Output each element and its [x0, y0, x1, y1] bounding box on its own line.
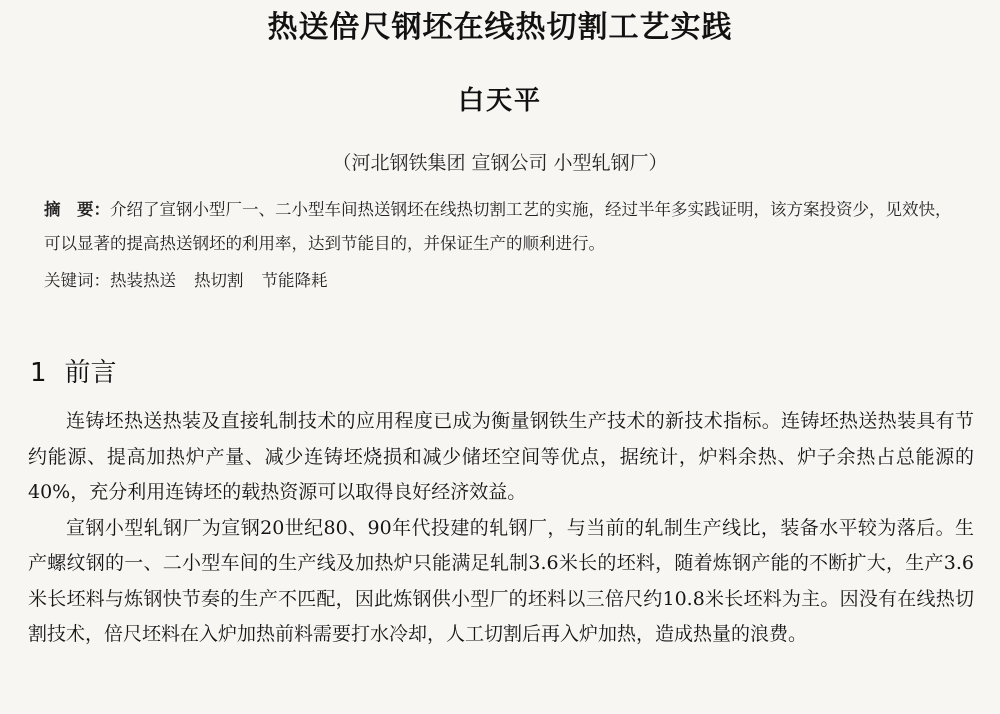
author-name: 白天平 [457, 86, 542, 116]
section-body [28, 404, 974, 653]
abstract-label: 摘 要： [44, 200, 110, 219]
keyword: 热装热送 [110, 271, 176, 290]
keywords-label: 关键词： [44, 271, 110, 290]
keywords [44, 266, 964, 296]
paper-title: 热送倍尺钢坯在线热切割工艺实践 [267, 10, 733, 45]
section-number: 1 [30, 358, 47, 388]
keyword: 热切割 [194, 271, 244, 290]
abstract-text: 介绍了宣钢小型厂一、二小型车间热送钢坯在线热切割工艺的实施，经过半年多实践证明，该方案投资少，见效快，可以显著的提高热送钢坯的利用率，达到节能目的，并保证生产的顺利进行。 [44, 200, 952, 253]
body-paragraph: 宣钢小型轧钢厂为宣钢20世纪80、90年代投建的轧钢厂，与当前的轧制生产线比，装备水平较为落后。生产螺纹钢的一、二小型车间的生产线及加热炉只能满足轧制3.6米长的坯料，随着炼钢产能的不断扩大，生产3.6米长坯料与炼钢快节奏的生产不匹配，因此炼钢供小型厂的坯料以三倍尺约10.8米长坯料为主。因没有在线热切割技术，倍尺坯料在入炉加热前料需要打水冷却，人工切割后再入炉加热，造成热量的浪费。 [28, 516, 974, 645]
section-heading [30, 352, 117, 389]
author-affiliation: （河北钢铁集团 宣钢公司 小型轧钢厂） [332, 152, 668, 174]
keyword: 节能降耗 [261, 271, 328, 290]
body-paragraph: 连铸坯热送热装及直接轧制技术的应用程度已成为衡量钢铁生产技术的新技术指标。连铸坯热送热装具有节约能源、提高加热炉产量、减少连铸坯烧损和减少储坯空间等优点，据统计，炉料余热、炉子余热占总能源的40%，充分利用连铸坯的载热资源可以取得良好经济效益。 [28, 410, 974, 503]
abstract [44, 193, 964, 261]
section-title: 前言 [64, 358, 117, 388]
